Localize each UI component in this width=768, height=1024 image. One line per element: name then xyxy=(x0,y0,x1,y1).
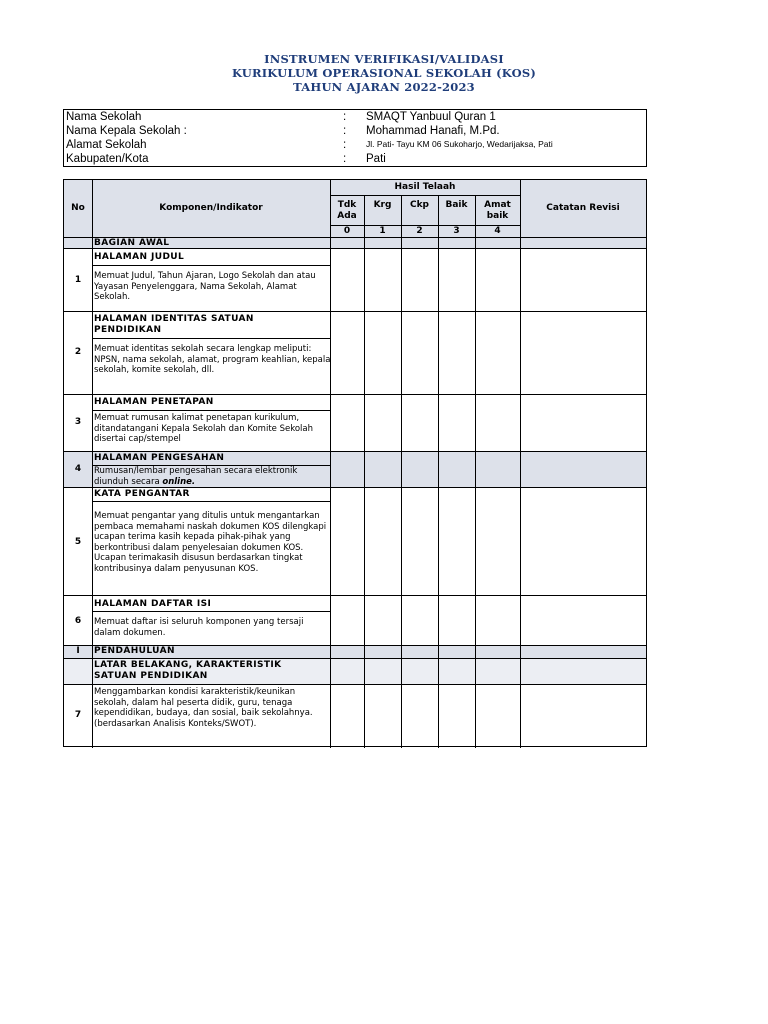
row-divider xyxy=(64,394,646,395)
school-info-box xyxy=(63,109,647,167)
item-heading: HALAMAN IDENTITAS SATUAN PENDIDIKAN xyxy=(94,314,254,335)
item-description: Menggambarkan kondisi karakteristik/keunikan sekolah, dalam hal peserta didik, guru, tenaga kependidikan, budaya, dan sosial, baik sekolahnya. (berdasarkan Analisis Konteks/SWOT). xyxy=(94,687,313,729)
item-description-text: Rumusan/lembar pengesahan secara elektronik diunduh secara xyxy=(94,466,298,487)
colon: : xyxy=(343,111,347,123)
row-divider xyxy=(92,410,330,411)
row-number: 3 xyxy=(74,417,82,427)
item-description: Memuat pengantar yang ditulis untuk mengantarkan pembaca memahami naskah dokumen KOS dilengkapi ucapan terima kasih kepada pihak-pihak yang berkontribusi dalam penyelesaian dokumen KOS. Ucapan terimakasih disusun berdasarkan tingkat kontribusinya dalam penyusunan KOS. xyxy=(94,511,327,574)
row-divider xyxy=(64,658,646,659)
title-line-3: TAHUN AJARAN 2022-2023 xyxy=(293,80,475,94)
item-description: Memuat identitas sekolah secara lengkap meliputi: NPSN, nama sekolah, alamat, program keahlian, kepala sekolah, komite sekolah, dll. xyxy=(94,344,331,375)
headmaster-value: Mohammad Hanafi, M.Pd. xyxy=(366,125,500,137)
row-number: 4 xyxy=(74,464,82,474)
row-divider xyxy=(64,595,646,596)
row-divider xyxy=(92,501,330,502)
item-heading: LATAR BELAKANG, KARAKTERISTIK SATUAN PENDIDIKAN xyxy=(94,660,282,681)
score-3: 3 xyxy=(453,226,460,236)
score-4: 4 xyxy=(494,226,501,236)
item-heading: HALAMAN DAFTAR ISI xyxy=(94,599,212,609)
title-line-2: KURIKULUM OPERASIONAL SEKOLAH (KOS) xyxy=(231,66,537,80)
regency-label: Kabupaten/Kota xyxy=(66,153,149,165)
online-emphasis: online. xyxy=(162,476,196,487)
row-number: 2 xyxy=(74,347,82,357)
col-divider xyxy=(475,195,476,748)
row-number: 7 xyxy=(74,710,82,720)
item-description: Memuat rumusan kalimat penetapan kurikulum, ditandatangani Kepala Sekolah dan Komite Sekolah disertai cap/stempel xyxy=(94,413,313,444)
row-divider xyxy=(330,195,520,196)
row-divider xyxy=(64,487,646,488)
document-title xyxy=(0,52,768,94)
address-row xyxy=(64,138,646,152)
header-ckp: Ckp xyxy=(409,200,430,210)
row-divider xyxy=(92,265,330,266)
colon: : xyxy=(343,153,347,165)
row-number: 1 xyxy=(74,275,82,285)
address-label: Alamat Sekolah xyxy=(66,139,147,151)
item-description xyxy=(94,466,304,487)
row-divider xyxy=(92,338,330,339)
row-divider xyxy=(64,451,646,452)
header-baik: Baik xyxy=(445,200,468,210)
item-heading: KATA PENGANTAR xyxy=(94,489,190,499)
col-divider xyxy=(401,195,402,748)
score-1: 1 xyxy=(379,226,386,236)
section-pendahuluan: PENDAHULUAN xyxy=(94,646,175,656)
section-number: I xyxy=(76,646,80,656)
row-number: 5 xyxy=(74,537,82,547)
row-divider xyxy=(92,611,330,612)
regency-value: Pati xyxy=(366,153,386,165)
item-description: Memuat Judul, Tahun Ajaran, Logo Sekolah dan atau Yayasan Penyelenggara, Nama Sekolah, Alamat Sekolah. xyxy=(94,271,316,302)
col-divider xyxy=(330,180,331,748)
header-result: Hasil Telaah xyxy=(394,182,456,192)
score-0: 0 xyxy=(343,226,351,236)
header-amat-baik: Amat baik xyxy=(484,200,511,221)
colon: : xyxy=(343,125,347,137)
row-number: 6 xyxy=(74,616,82,626)
item-heading: HALAMAN PENGESAHAN xyxy=(94,453,225,463)
col-divider xyxy=(364,195,365,748)
school-name-row xyxy=(64,110,646,124)
score-2: 2 xyxy=(416,226,423,236)
header-no: No xyxy=(71,203,85,213)
headmaster-row xyxy=(64,124,646,138)
headmaster-label: Nama Kepala Sekolah : xyxy=(66,125,187,137)
colon: : xyxy=(343,139,347,151)
row-divider xyxy=(64,311,646,312)
row-divider xyxy=(64,684,646,685)
item-description: Memuat daftar isi seluruh komponen yang tersaji dalam dokumen. xyxy=(94,617,304,638)
verification-table xyxy=(63,179,647,747)
header-tdk-ada: Tdk Ada xyxy=(337,200,357,221)
address-value: Jl. Pati- Tayu KM 06 Sukoharjo, Wedarijaksa, Pati xyxy=(366,139,553,149)
school-name-label: Nama Sekolah xyxy=(66,111,142,123)
header-component: Komponen/Indikator xyxy=(159,203,263,213)
item-heading: HALAMAN PENETAPAN xyxy=(94,397,214,407)
col-divider xyxy=(438,195,439,748)
section-bagian-awal: BAGIAN AWAL xyxy=(94,238,170,248)
title-line-1: INSTRUMEN VERIFIKASI/VALIDASI xyxy=(264,52,504,66)
col-divider xyxy=(520,180,521,748)
regency-row xyxy=(64,152,646,166)
header-notes: Catatan Revisi xyxy=(546,203,620,213)
school-name-value: SMAQT Yanbuul Quran 1 xyxy=(366,111,496,123)
header-krg: Krg xyxy=(373,200,392,210)
item-heading: HALAMAN JUDUL xyxy=(94,252,185,262)
